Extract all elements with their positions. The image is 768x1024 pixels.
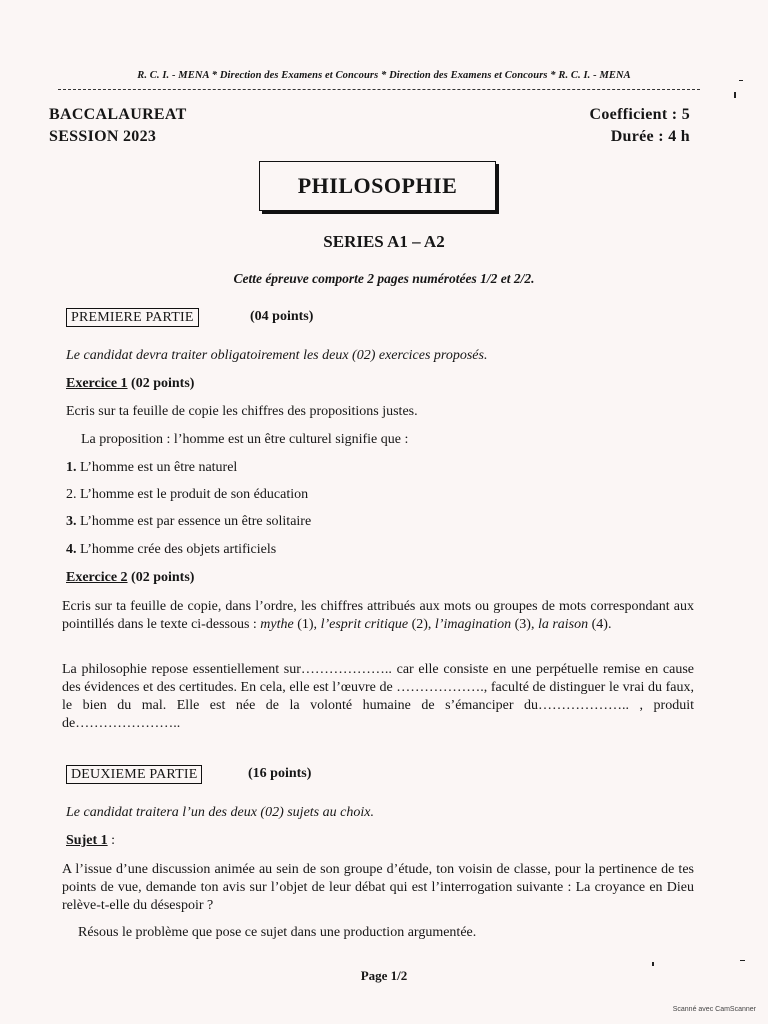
exercise2-title: Exercice 2	[66, 570, 128, 585]
exercise1-option	[66, 459, 237, 477]
option-text: L’homme est le produit de son éducation	[80, 487, 309, 502]
option-number: 4.	[66, 542, 77, 557]
scan-speck	[734, 92, 736, 98]
exercise1-option	[66, 486, 308, 504]
dashed-divider	[58, 89, 700, 90]
scanner-watermark: Scanné avec CamScanner	[672, 1006, 756, 1013]
subject1-title: Sujet 1	[66, 833, 108, 848]
part1-title: PREMIERE PARTIE	[66, 308, 199, 327]
subject1-task: Résous le problème que pose ce sujet dans une production argumentée.	[78, 925, 477, 940]
exam-name: BACCALAUREAT	[49, 106, 187, 123]
exercise1-instruction: Ecris sur ta feuille de copie les chiffres des propositions justes.	[66, 404, 418, 419]
exercise1-option	[66, 513, 311, 531]
option-text: L’homme crée des objets artificiels	[80, 542, 277, 557]
exercise1-heading	[66, 375, 194, 393]
exercise1-points: (02 points)	[131, 376, 195, 391]
word-number: (1),	[293, 617, 321, 632]
word-mythe: mythe	[260, 617, 294, 632]
option-number: 2.	[66, 487, 77, 502]
exercise2-points: (02 points)	[131, 570, 195, 585]
page-number: Page 1/2	[360, 968, 408, 983]
word-imagination: l’imagination	[434, 617, 512, 632]
word-esprit-critique: l’esprit critique	[320, 617, 409, 632]
part2-instruction: Le candidat traitera l’un des deux (02) sujets au choix.	[66, 805, 374, 820]
series-title: SERIES A1 – A2	[323, 232, 445, 251]
exam-session: SESSION 2023	[49, 128, 157, 145]
part2-title: DEUXIEME PARTIE	[66, 765, 202, 784]
exercise1-title: Exercice 1	[66, 376, 128, 391]
subject1-text: A l’issue d’une discussion animée au sein de son groupe d’étude, ton voisin de classe, pour la pertinence de tes points de vue, demande ton avis sur l’objet de leur débat qui est l’interrogation suivante : La croyance en Dieu relève-t-elle du désespoir ?	[62, 862, 694, 913]
exercise1-stem: La proposition : l’homme est un être culturel signifie que :	[81, 432, 409, 447]
pages-note: Cette épreuve comporte 2 pages numérotées 1/2 et 2/2.	[233, 271, 535, 286]
scan-speck	[652, 962, 654, 966]
part2-points: (16 points)	[248, 766, 312, 781]
word-raison: la raison	[537, 617, 589, 632]
scan-speck	[740, 960, 745, 961]
exercise2-text: La philosophie repose essentiellement sur……………….. car elle consiste en une perpétuelle remise en cause des évidences et des certitudes. En cela, elle est l’œuvre de ………………., faculté de distinguer le vrai du faux, le bien du mal. Elle est née de la volonté humaine de s’émanciper du……………….. , produit de…………………..	[62, 662, 694, 731]
scan-speck	[739, 80, 743, 81]
exam-meta	[49, 104, 187, 148]
subject1-heading	[66, 832, 115, 850]
option-text: L’homme est par essence un être solitaire	[80, 514, 312, 529]
part1-instruction: Le candidat devra traiter obligatoirement les deux (02) exercices proposés.	[66, 348, 488, 363]
option-text: L’homme est un être naturel	[80, 460, 238, 475]
exercise2-heading	[66, 569, 194, 587]
duration: Durée : 4 h	[610, 128, 690, 145]
exercise2-instruction-text: Ecris sur ta feuille de copie, dans l’ordre, les chiffres attribués aux mots ou groupes de mots correspondant aux pointillés dans le texte ci-dessous :	[62, 599, 694, 632]
option-number: 3.	[66, 514, 77, 529]
subject-title: PHILOSOPHIE	[297, 173, 458, 198]
word-number: (3),	[511, 617, 538, 632]
part1-points: (04 points)	[250, 309, 314, 324]
exam-coefficient-duration	[590, 104, 690, 148]
subject1-colon: :	[107, 833, 116, 848]
subject-title-box	[259, 161, 496, 211]
coefficient: Coefficient : 5	[589, 106, 690, 123]
ministry-banner: R. C. I. - MENA * Direction des Examens et Concours * Direction des Examens et Concours * R. C. I. - MENA	[137, 70, 631, 81]
option-number: 1.	[66, 460, 77, 475]
exercise2-instruction	[62, 598, 694, 634]
word-number: (2),	[408, 617, 435, 632]
exercise1-option	[66, 541, 276, 559]
word-number: (4).	[588, 617, 612, 632]
